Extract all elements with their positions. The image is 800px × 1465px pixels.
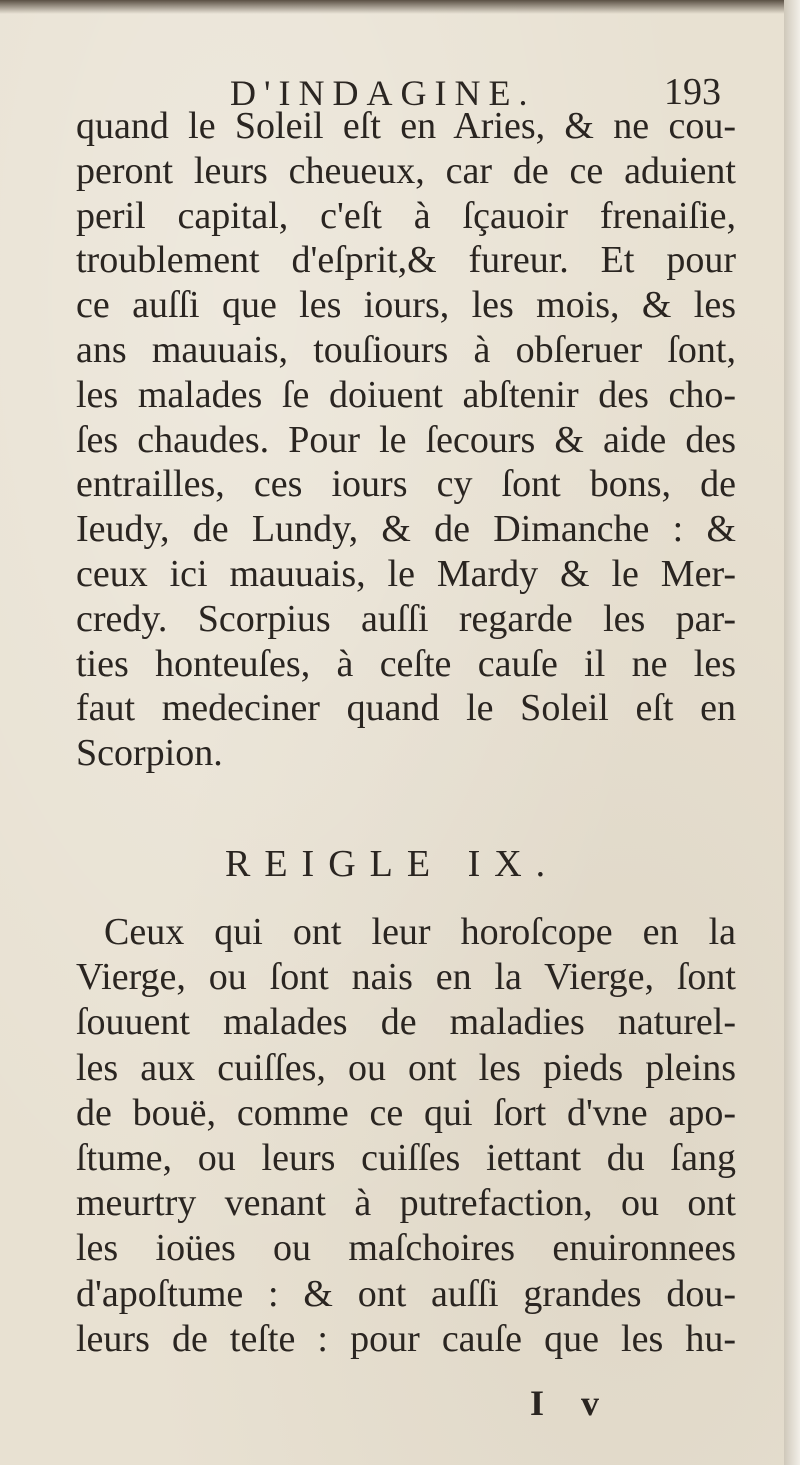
- signature-mark: I v: [530, 1383, 614, 1423]
- page-edge: [784, 0, 800, 1465]
- text-line: credy. Scorpius auſſi regarde les par-: [76, 597, 736, 640]
- text-line: peront leurs cheueux, car de ce aduient: [76, 149, 736, 192]
- text-line: Vierge, ou ſont nais en la Vierge, ſont: [76, 956, 736, 999]
- page-top-shadow: [0, 0, 800, 14]
- section-title: REIGLE IX.: [225, 843, 560, 885]
- text-line: ties honteuſes, à ceſte cauſe il ne les: [76, 642, 736, 685]
- text-line: ans mauuais, touſiours à obſeruer ſont,: [76, 328, 736, 371]
- text-line: ceux ici mauuais, le Mardy & le Mer-: [76, 552, 736, 595]
- text-line: troublement d'eſprit,& fureur. Et pour: [76, 239, 736, 282]
- text-line: les aux cuiſſes, ou ont les pieds pleins: [76, 1046, 736, 1089]
- text-line: Ceux qui ont leur horoſcope en la: [104, 911, 736, 953]
- text-line: meurtry venant à putrefaction, ou ont: [76, 1182, 736, 1225]
- text-line: Scorpion.: [76, 732, 223, 775]
- paragraph-1: [76, 104, 736, 776]
- text-line: ſes chaudes. Pour le ſecours & aide des: [76, 418, 736, 461]
- text-line: quand le Soleil eſt en Aries, & ne cou-: [76, 105, 736, 147]
- text-line: leurs de teſte : pour cauſe que les hu-: [76, 1317, 736, 1360]
- text-line: faut medeciner quand le Soleil eſt en: [76, 687, 736, 730]
- text-line: ce auſſi que les iours, les mois, & les: [76, 284, 736, 327]
- text-line: les malades ſe doiuent abſtenir des cho-: [76, 373, 736, 416]
- running-head: D'INDAGINE.: [230, 73, 536, 113]
- text-line: entrailles, ces iours cy ſont bons, de: [76, 463, 736, 506]
- text-line: ſtume, ou leurs cuiſſes iettant du ſang: [76, 1137, 736, 1180]
- text-line: ſouuent malades de maladies naturel-: [76, 1001, 736, 1044]
- page-number: 193: [664, 71, 721, 113]
- text-line: de bouë, comme ce qui ſort d'vne apo-: [76, 1091, 736, 1134]
- text-line: Ieudy, de Lundy, & de Dimanche : &: [76, 508, 736, 551]
- text-line: d'apoſtume : & ont auſſi grandes dou-: [76, 1272, 736, 1315]
- text-line: les ioües ou maſchoires enuironnees: [76, 1227, 736, 1270]
- text-line: peril capital, c'eſt à ſçauoir frenaiſie,: [76, 194, 736, 237]
- paragraph-2: [76, 910, 736, 1362]
